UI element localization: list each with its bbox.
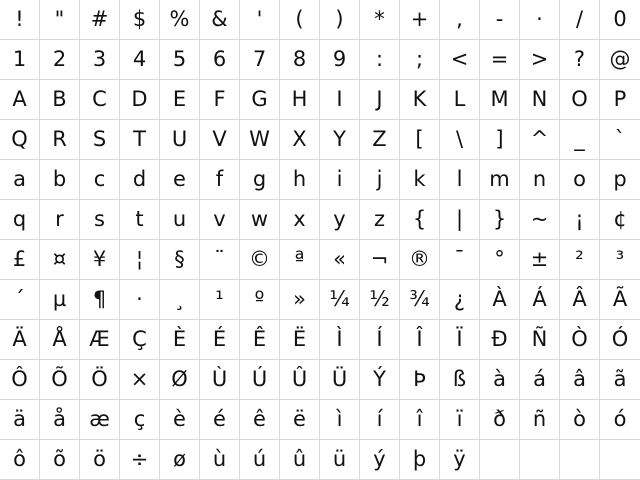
glyph-cell[interactable]: Ø (160, 360, 200, 400)
glyph-cell[interactable]: § (160, 240, 200, 280)
glyph-cell[interactable]: K (400, 80, 440, 120)
glyph-cell[interactable]: V (200, 120, 240, 160)
glyph-cell[interactable]: 3 (80, 40, 120, 80)
glyph-cell[interactable]: · (120, 280, 160, 320)
glyph-cell[interactable]: Y (320, 120, 360, 160)
glyph-cell[interactable]: : (360, 40, 400, 80)
glyph-cell[interactable]: A (0, 80, 40, 120)
glyph-cell[interactable]: p (600, 160, 640, 200)
glyph-cell[interactable]: Ú (240, 360, 280, 400)
glyph-cell[interactable]: S (80, 120, 120, 160)
glyph-cell[interactable]: 4 (120, 40, 160, 80)
glyph-cell[interactable]: 0 (600, 0, 640, 40)
glyph-cell[interactable]: + (400, 0, 440, 40)
glyph-cell[interactable]: ù (200, 440, 240, 480)
glyph-cell[interactable]: B (40, 80, 80, 120)
glyph-cell[interactable]: ç (120, 400, 160, 440)
glyph-cell[interactable]: · (520, 0, 560, 40)
glyph-cell[interactable]: C (80, 80, 120, 120)
glyph-cell[interactable]: @ (600, 40, 640, 80)
glyph-cell[interactable]: ) (320, 0, 360, 40)
glyph-cell[interactable]: £ (0, 240, 40, 280)
glyph-cell[interactable]: e (160, 160, 200, 200)
glyph-cell[interactable]: 2 (40, 40, 80, 80)
glyph-cell[interactable]: ß (440, 360, 480, 400)
glyph-cell[interactable]: â (560, 360, 600, 400)
glyph-cell[interactable]: ¤ (40, 240, 80, 280)
glyph-cell[interactable]: - (480, 0, 520, 40)
glyph-cell[interactable]: Î (400, 320, 440, 360)
glyph-cell[interactable]: ~ (520, 200, 560, 240)
glyph-cell[interactable]: h (280, 160, 320, 200)
glyph-cell[interactable]: Z (360, 120, 400, 160)
glyph-cell[interactable]: & (200, 0, 240, 40)
glyph-cell[interactable]: t (120, 200, 160, 240)
glyph-cell[interactable]: Ï (440, 320, 480, 360)
glyph-cell[interactable]: r (40, 200, 80, 240)
glyph-cell[interactable]: © (240, 240, 280, 280)
glyph-cell[interactable]: Ë (280, 320, 320, 360)
glyph-cell[interactable]: { (400, 200, 440, 240)
glyph-cell[interactable]: " (40, 0, 80, 40)
glyph-cell[interactable]: a (0, 160, 40, 200)
glyph-cell[interactable]: ý (360, 440, 400, 480)
glyph-cell[interactable]: ] (480, 120, 520, 160)
glyph-cell[interactable]: ¿ (440, 280, 480, 320)
glyph-cell[interactable]: ^ (520, 120, 560, 160)
glyph-cell[interactable]: ¸ (160, 280, 200, 320)
glyph-cell[interactable]: ? (560, 40, 600, 80)
glyph-cell[interactable]: » (280, 280, 320, 320)
glyph-cell[interactable]: s (80, 200, 120, 240)
glyph-cell[interactable]: Ü (320, 360, 360, 400)
glyph-cell[interactable]: * (360, 0, 400, 40)
glyph-cell-empty[interactable] (600, 440, 640, 480)
glyph-cell[interactable]: / (560, 0, 600, 40)
glyph-cell[interactable]: È (160, 320, 200, 360)
glyph-cell[interactable]: Â (560, 280, 600, 320)
glyph-cell[interactable]: ( (280, 0, 320, 40)
glyph-cell[interactable]: Å (40, 320, 80, 360)
glyph-cell[interactable]: ' (240, 0, 280, 40)
glyph-cell[interactable]: = (480, 40, 520, 80)
glyph-cell[interactable]: H (280, 80, 320, 120)
glyph-cell[interactable]: y (320, 200, 360, 240)
glyph-cell[interactable]: ï (440, 400, 480, 440)
glyph-cell[interactable]: 9 (320, 40, 360, 80)
glyph-cell[interactable]: ` (600, 120, 640, 160)
glyph-cell[interactable]: ! (0, 0, 40, 40)
glyph-cell[interactable]: o (560, 160, 600, 200)
glyph-cell[interactable]: ® (400, 240, 440, 280)
glyph-cell[interactable]: ½ (360, 280, 400, 320)
glyph-cell[interactable]: ÷ (120, 440, 160, 480)
glyph-cell[interactable]: Ö (80, 360, 120, 400)
glyph-cell[interactable]: ñ (520, 400, 560, 440)
glyph-cell[interactable]: ò (560, 400, 600, 440)
glyph-cell[interactable]: R (40, 120, 80, 160)
glyph-cell[interactable]: à (480, 360, 520, 400)
glyph-cell-empty[interactable] (560, 440, 600, 480)
glyph-cell[interactable]: Á (520, 280, 560, 320)
glyph-cell[interactable]: b (40, 160, 80, 200)
glyph-cell[interactable]: $ (120, 0, 160, 40)
glyph-cell[interactable]: L (440, 80, 480, 120)
glyph-cell[interactable]: ú (240, 440, 280, 480)
glyph-cell[interactable]: # (80, 0, 120, 40)
glyph-cell[interactable]: ¦ (120, 240, 160, 280)
glyph-cell[interactable]: ; (400, 40, 440, 80)
glyph-cell[interactable]: é (200, 400, 240, 440)
glyph-cell[interactable]: 5 (160, 40, 200, 80)
glyph-cell[interactable]: ± (520, 240, 560, 280)
glyph-cell[interactable]: ÿ (440, 440, 480, 480)
glyph-cell[interactable]: ° (480, 240, 520, 280)
glyph-cell-empty[interactable] (480, 440, 520, 480)
glyph-cell[interactable]: N (520, 80, 560, 120)
glyph-cell[interactable]: ² (560, 240, 600, 280)
glyph-cell[interactable]: í (360, 400, 400, 440)
glyph-cell[interactable]: î (400, 400, 440, 440)
glyph-cell[interactable]: m (480, 160, 520, 200)
glyph-cell[interactable]: i (320, 160, 360, 200)
glyph-cell[interactable]: ô (0, 440, 40, 480)
glyph-cell[interactable]: ø (160, 440, 200, 480)
glyph-cell[interactable]: Í (360, 320, 400, 360)
glyph-cell[interactable]: g (240, 160, 280, 200)
glyph-cell[interactable]: ó (600, 400, 640, 440)
glyph-cell[interactable]: ö (80, 440, 120, 480)
glyph-cell[interactable]: | (440, 200, 480, 240)
glyph-cell[interactable]: Ó (600, 320, 640, 360)
glyph-cell[interactable]: d (120, 160, 160, 200)
glyph-cell[interactable]: D (120, 80, 160, 120)
glyph-cell[interactable]: ª (280, 240, 320, 280)
glyph-cell[interactable]: Q (0, 120, 40, 160)
glyph-cell[interactable]: ä (0, 400, 40, 440)
glyph-cell[interactable]: G (240, 80, 280, 120)
glyph-cell[interactable]: ¹ (200, 280, 240, 320)
glyph-cell[interactable]: º (240, 280, 280, 320)
glyph-cell[interactable]: j (360, 160, 400, 200)
glyph-cell[interactable]: x (280, 200, 320, 240)
glyph-cell[interactable]: I (320, 80, 360, 120)
glyph-cell[interactable]: Ì (320, 320, 360, 360)
glyph-cell[interactable]: W (240, 120, 280, 160)
glyph-cell[interactable]: ¯ (440, 240, 480, 280)
glyph-cell[interactable]: % (160, 0, 200, 40)
glyph-cell[interactable]: u (160, 200, 200, 240)
glyph-cell[interactable]: Û (280, 360, 320, 400)
glyph-cell[interactable]: µ (40, 280, 80, 320)
glyph-cell[interactable]: Ý (360, 360, 400, 400)
glyph-cell[interactable]: Ê (240, 320, 280, 360)
glyph-cell[interactable]: À (480, 280, 520, 320)
glyph-cell[interactable]: × (120, 360, 160, 400)
glyph-cell[interactable]: 8 (280, 40, 320, 80)
glyph-cell[interactable]: 6 (200, 40, 240, 80)
glyph-cell[interactable]: 7 (240, 40, 280, 80)
glyph-cell[interactable]: O (560, 80, 600, 120)
glyph-cell[interactable]: , (440, 0, 480, 40)
glyph-cell[interactable]: Ç (120, 320, 160, 360)
glyph-cell[interactable]: X (280, 120, 320, 160)
glyph-cell[interactable]: P (600, 80, 640, 120)
glyph-cell[interactable]: ´ (0, 280, 40, 320)
glyph-cell[interactable]: ¼ (320, 280, 360, 320)
glyph-cell[interactable]: ¨ (200, 240, 240, 280)
glyph-cell[interactable]: « (320, 240, 360, 280)
glyph-cell[interactable]: ¾ (400, 280, 440, 320)
glyph-cell[interactable]: v (200, 200, 240, 240)
glyph-cell[interactable]: f (200, 160, 240, 200)
glyph-cell[interactable]: > (520, 40, 560, 80)
glyph-cell[interactable]: þ (400, 440, 440, 480)
glyph-cell[interactable]: Õ (40, 360, 80, 400)
glyph-cell[interactable]: ð (480, 400, 520, 440)
glyph-cell[interactable]: U (160, 120, 200, 160)
glyph-cell[interactable]: ã (600, 360, 640, 400)
glyph-cell[interactable]: F (200, 80, 240, 120)
glyph-cell[interactable]: \ (440, 120, 480, 160)
glyph-cell[interactable]: n (520, 160, 560, 200)
glyph-cell[interactable]: ü (320, 440, 360, 480)
glyph-cell[interactable]: z (360, 200, 400, 240)
glyph-cell[interactable]: ë (280, 400, 320, 440)
glyph-cell[interactable]: J (360, 80, 400, 120)
glyph-cell[interactable]: Ã (600, 280, 640, 320)
glyph-cell[interactable]: ¶ (80, 280, 120, 320)
glyph-cell[interactable]: å (40, 400, 80, 440)
glyph-cell[interactable]: ¡ (560, 200, 600, 240)
glyph-cell[interactable]: Æ (80, 320, 120, 360)
glyph-cell[interactable]: [ (400, 120, 440, 160)
glyph-cell[interactable]: ¥ (80, 240, 120, 280)
glyph-cell[interactable]: ê (240, 400, 280, 440)
glyph-cell[interactable]: 1 (0, 40, 40, 80)
glyph-cell-empty[interactable] (520, 440, 560, 480)
glyph-cell[interactable]: æ (80, 400, 120, 440)
glyph-cell[interactable]: Ð (480, 320, 520, 360)
glyph-cell[interactable]: M (480, 80, 520, 120)
glyph-cell[interactable]: Ä (0, 320, 40, 360)
glyph-cell[interactable]: w (240, 200, 280, 240)
glyph-cell[interactable]: è (160, 400, 200, 440)
glyph-cell[interactable]: } (480, 200, 520, 240)
glyph-cell[interactable]: < (440, 40, 480, 80)
glyph-cell[interactable]: É (200, 320, 240, 360)
glyph-cell[interactable]: ¬ (360, 240, 400, 280)
glyph-cell[interactable]: Þ (400, 360, 440, 400)
glyph-cell[interactable]: û (280, 440, 320, 480)
glyph-cell[interactable]: k (400, 160, 440, 200)
glyph-cell[interactable]: Ò (560, 320, 600, 360)
glyph-cell[interactable]: õ (40, 440, 80, 480)
glyph-cell[interactable]: ì (320, 400, 360, 440)
glyph-cell[interactable]: Ù (200, 360, 240, 400)
glyph-cell[interactable]: E (160, 80, 200, 120)
glyph-cell[interactable]: Ô (0, 360, 40, 400)
glyph-cell[interactable]: T (120, 120, 160, 160)
glyph-cell[interactable]: _ (560, 120, 600, 160)
glyph-cell[interactable]: l (440, 160, 480, 200)
glyph-cell[interactable]: á (520, 360, 560, 400)
glyph-cell[interactable]: ³ (600, 240, 640, 280)
glyph-cell[interactable]: ¢ (600, 200, 640, 240)
glyph-cell[interactable]: q (0, 200, 40, 240)
glyph-cell[interactable]: Ñ (520, 320, 560, 360)
glyph-cell[interactable]: c (80, 160, 120, 200)
